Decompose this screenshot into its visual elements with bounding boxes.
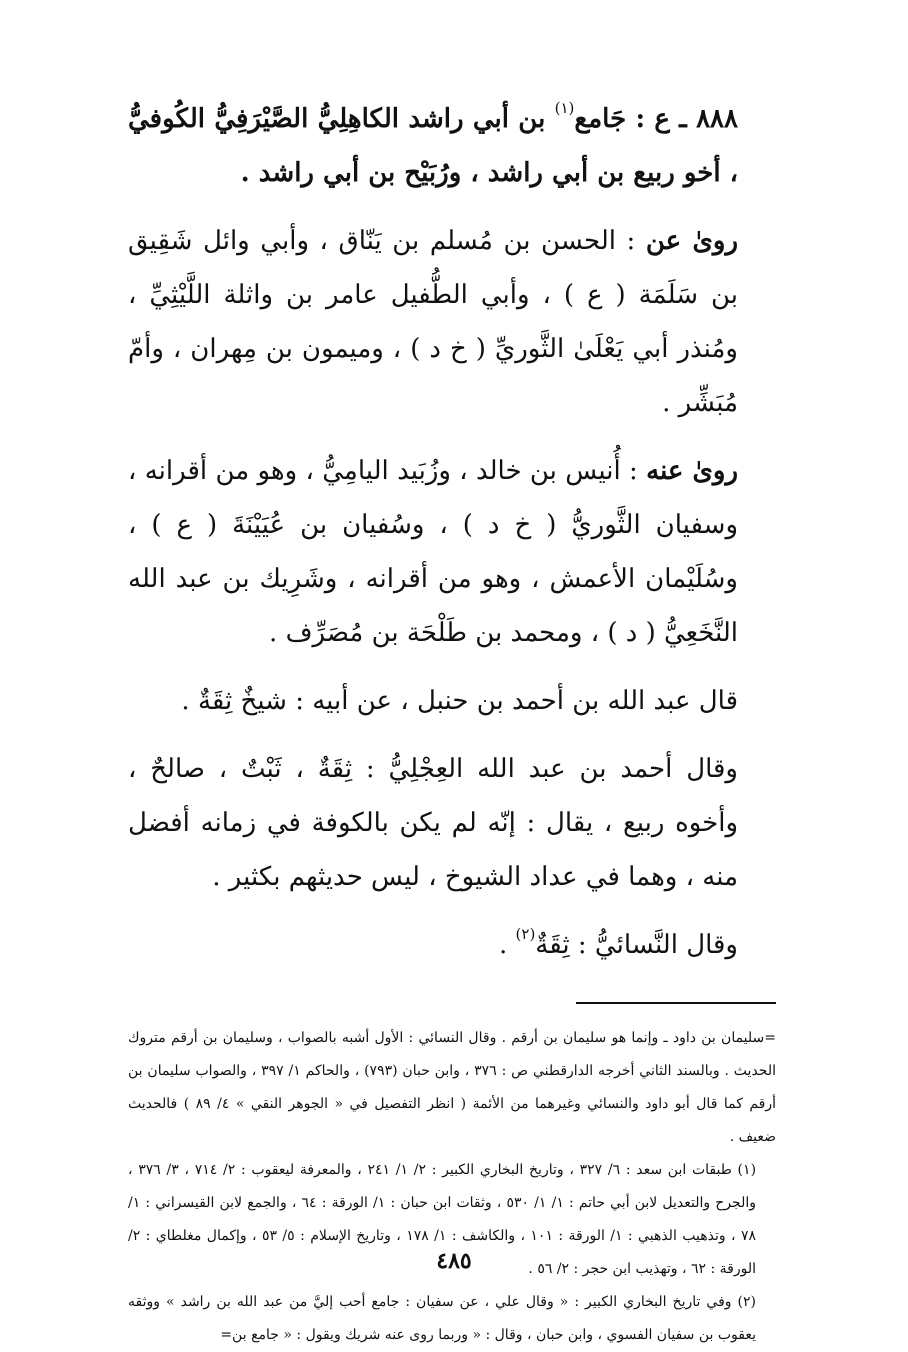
page-number: ٤٨٥ — [436, 1248, 472, 1274]
footnote-separator — [576, 1002, 776, 1004]
entry-heading-rest: بن أبي راشد الكاهِلِيُّ الصَّيْرَفِيُّ الكُوفيُّ ، أخو ربيع بن أبي راشد ، ورُبَيْح بن أبي راشد . — [128, 104, 738, 188]
footnotes — [128, 1022, 776, 1352]
footnote-ref-1[interactable]: (١) — [554, 99, 575, 117]
quote-nasai-text: وقال النَّسائيُّ : ثِقَةٌ — [535, 930, 738, 960]
quote-ijli: وقال أحمد بن عبد الله العِجْلِيُّ : ثِقَةٌ ، ثَبْتٌ ، صالحٌ ، وأخوه ربيع ، يقال : إنّه لم يكن بالكوفة في زمانه أفضل منه ، وهما في عداد الشيوخ ، ليس حديثهم بكثير . — [128, 754, 738, 892]
biography-entry — [128, 92, 776, 972]
narrated-by-text: : أُنيس بن خالد ، وزُبَيد اليامِيُّ ، وهو من أقرانه ، وسفيان الثَّوريُّ ( خ د ) ، وسُفيان بن عُيَيْنَةَ ( ع ) ، وسُلَيْمان الأعمش ، وهو من أقرانه ، وشَرِيك بن عبد الله النَّخَعِيُّ ( د ) ، ومحمد بن طَلْحَة بن مُصَرِّف . — [128, 456, 738, 648]
quote-nasai — [128, 918, 776, 972]
narrated-by-paragraph — [128, 444, 776, 660]
footnote-continued: =سليمان بن داود ـ وإنما هو سليمان بن أرقم . وقال النسائي : الأول أشبه بالصواب ، وسليمان بن أرقم متروك الحديث . وبالسند الثاني أخرجه الدارقطني ص : ٣٧٦ ، وابن حبان (٧٩٣) ، والحاكم ١/ ٣٩٧ ، والصواب سليمان بن أرقم كما قال أبو داود والنسائي وغيرهما من الأئمة ( انظر التفصيل في « الجوهر النقي » ٤/ ٨٩ ) فالحديث ضعيف . — [128, 1030, 776, 1145]
quote-ahmad: قال عبد الله بن أحمد بن حنبل ، عن أبيه : شيخٌ ثِقَةٌ . — [181, 686, 738, 716]
entry-heading-name: ٨٨٨ ـ ع : جَامع — [574, 104, 738, 134]
narrated-from-paragraph — [128, 214, 776, 430]
narrated-from-text: : الحسن بن مُسلم بن يَنّاق ، وأبي وائل شَقِيق بن سَلَمَة ( ع ) ، وأبي الطُّفيل عامر بن واثلة اللَّيْثِيِّ ، ومُنذر أبي يَعْلَىٰ الثَّوريِّ ( خ د ) ، وميمون بن مِهران ، وأمّ مُبَشِّر . — [128, 226, 738, 418]
narrated-by-label: روىٰ عنه — [646, 456, 739, 486]
footnote-2: (٢) وفي تاريخ البخاري الكبير : « وقال علي ، عن سفيان : جامع أحب إليَّ من عبد الله بن راشد » ووثقه يعقوب بن سفيان الفسوي ، وابن حبان ، وقال : « وربما روى عنه شريك ويقول : « جامع بن= — [128, 1294, 756, 1343]
footnote-1: (١) طبقات ابن سعد : ٦/ ٣٢٧ ، وتاريخ البخاري الكبير : ٢/ ١/ ٢٤١ ، والمعرفة ليعقوب : ٢/ ٧١٤ ، ٣/ ٣٧٦ ، والجرح والتعديل لابن أبي حاتم : ١/ ١/ ٥٣٠ ، وثقات ابن حبان : ١/ الورقة : ٦٤ ، والجمع لابن القيسراني : ١/ ٧٨ ، وتذهيب الذهبي : ١/ الورقة : ١٠١ ، والكاشف : ١/ ١٧٨ ، وتاريخ الإسلام : ٥/ ٥٣ ، وإكمال مغلطاي : ٢/ الورقة : ٦٢ ، وتهذيب ابن حجر : ٢/ ٥٦ . — [128, 1162, 757, 1277]
entry-heading — [128, 92, 776, 200]
quote-nasai-end: . — [498, 930, 516, 960]
footnote-ref-2[interactable]: (٢) — [515, 925, 536, 943]
narrated-from-label: روىٰ عن — [645, 226, 738, 256]
